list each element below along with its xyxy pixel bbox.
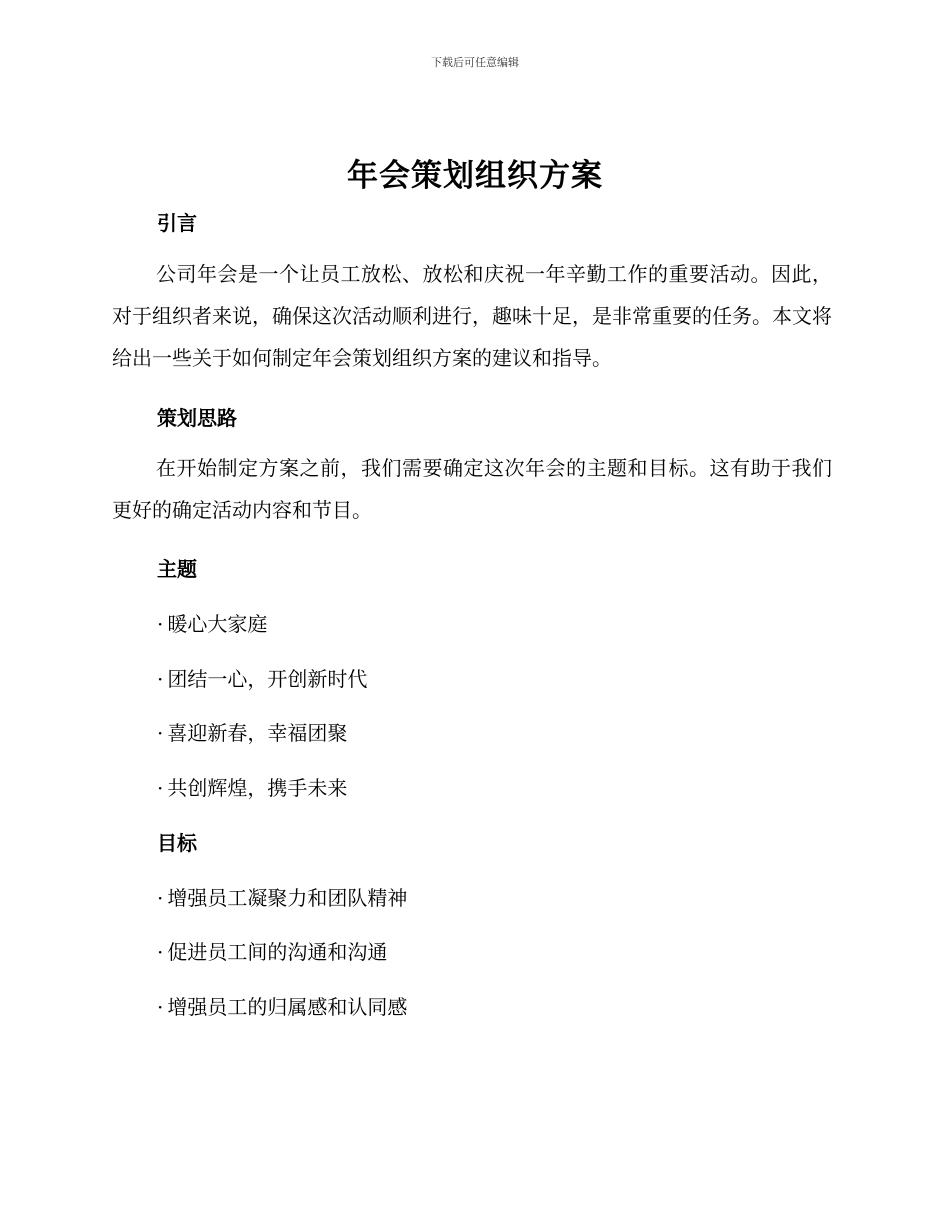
- list-item-goal: [157, 882, 407, 911]
- section-heading-approach: 策划思路: [157, 406, 237, 430]
- bullet-icon: ·: [157, 995, 164, 1019]
- section-heading-goals: 目标: [157, 831, 197, 855]
- document-title: 年会策划组织方案: [347, 158, 603, 194]
- list-item-theme: [157, 772, 347, 801]
- bullet-icon: ·: [157, 667, 164, 691]
- list-item-theme: [157, 663, 367, 692]
- bullet-icon: ·: [157, 886, 164, 910]
- page-header-note: 下载后可任意编辑: [431, 56, 519, 69]
- paragraph-approach: 在开始制定方案之前，我们需要确定这次年会的主题和目标。这有助于我们更好的确定活动内容和节目。: [112, 456, 832, 522]
- paragraph-intro: 公司年会是一个让员工放松、放松和庆祝一年辛勤工作的重要活动。因此，对于组织者来说，确保这次活动顺利进行，趣味十足，是非常重要的任务。本文将给出一些关于如何制定年会策划组织方案的建议和指导。: [112, 262, 832, 370]
- list-item-theme: [157, 608, 267, 637]
- list-item-theme: [157, 717, 347, 746]
- list-item-text: 团结一心，开创新时代: [167, 667, 368, 691]
- list-item-text: 增强员工的归属感和认同感: [167, 995, 408, 1019]
- bullet-icon: ·: [157, 721, 164, 745]
- bullet-icon: ·: [157, 776, 164, 800]
- list-item-text: 增强员工凝聚力和团队精神: [167, 886, 408, 910]
- list-item-goal: [157, 936, 387, 965]
- bullet-icon: ·: [157, 940, 164, 964]
- list-item-text: 喜迎新春，幸福团聚: [167, 721, 348, 745]
- section-heading-themes: 主题: [157, 557, 197, 581]
- list-item-goal: [157, 991, 407, 1020]
- bullet-icon: ·: [157, 612, 164, 636]
- list-item-text: 促进员工间的沟通和沟通: [167, 940, 388, 964]
- list-item-text: 共创辉煌，携手未来: [167, 776, 348, 800]
- section-heading-intro: 引言: [157, 211, 197, 235]
- list-item-text: 暖心大家庭: [167, 612, 268, 636]
